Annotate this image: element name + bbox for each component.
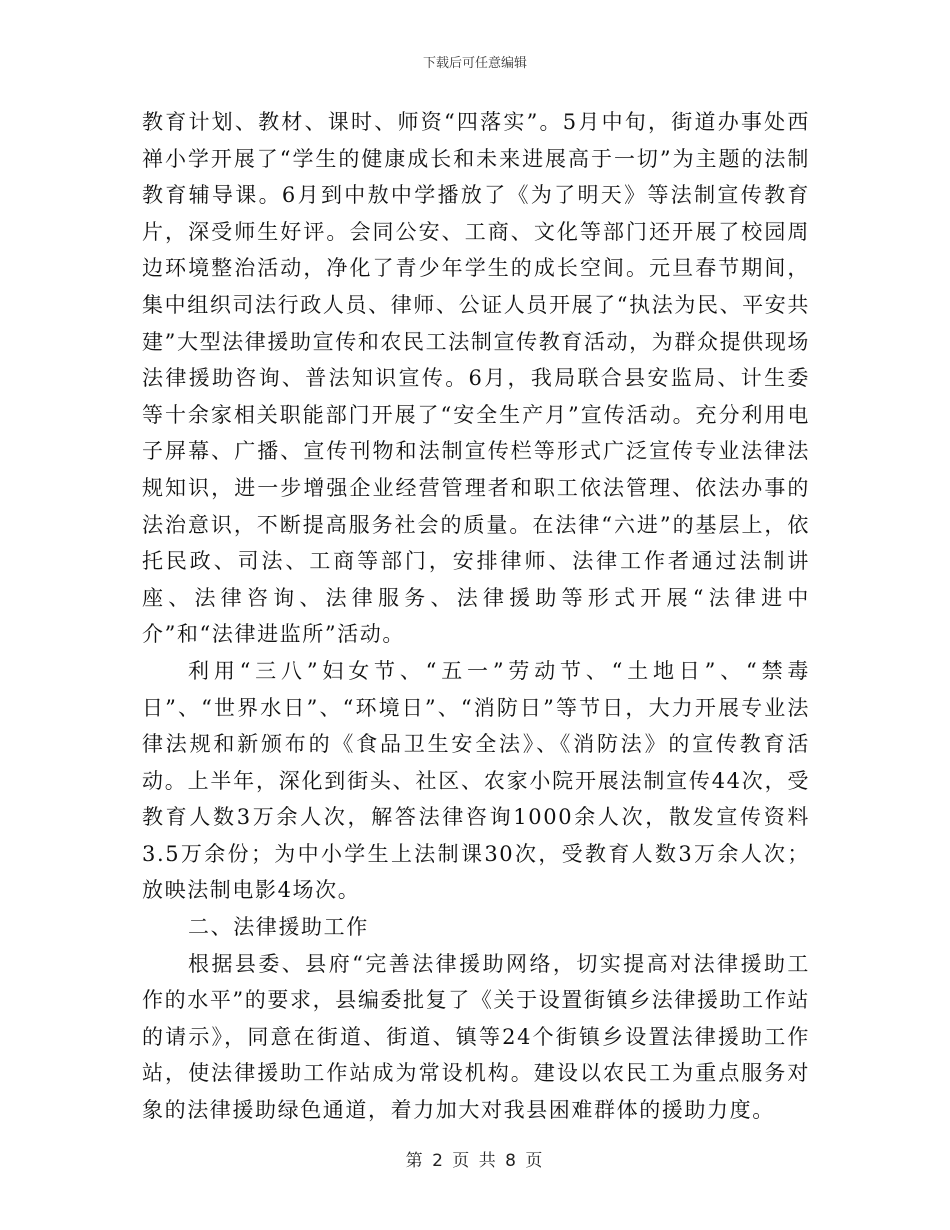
document-body	[142, 104, 810, 1129]
paragraph-1: 教育计划、教材、课时、师资“四落实”。5月中旬，街道办事处西禅小学开展了“学生的健康成长和未来进展高于一切”为主题的法制教育辅导课。6月到中敖中学播放了《为了明天》等法制宣传教育片，深受师生好评。会同公安、工商、文化等部门还开展了校园周边环境整治活动，净化了青少年学生的成长空间。元旦春节期间，集中组织司法行政人员、律师、公证人员开展了“执法为民、平安共建”大型法律援助宣传和农民工法制宣传教育活动，为群众提供现场法律援助咨询、普法知识宣传。6月，我局联合县安监局、计生委等十余家相关职能部门开展了“安全生产月”宣传活动。充分利用电子屏幕、广播、宣传刊物和法制宣传栏等形式广泛宣传专业法律法规知识，进一步增强企业经营管理者和职工依法管理、依法办事的法治意识，不断提高服务社会的质量。在法律“六进”的基层上，依托民政、司法、工商等部门，安排律师、法律工作者通过法制讲座、法律咨询、法律服务、法律援助等形式开展“法律进中介”和“法律进监所”活动。	[142, 110, 810, 647]
section-heading: 二、法律援助工作	[188, 915, 369, 940]
header-note: 下载后可任意编辑	[422, 56, 527, 71]
paragraph-2: 利用“三八”妇女节、“五一”劳动节、“土地日”、“禁毒日”、“世界水日”、“环境日”、“消防日”等节日，大力开展专业法律法规和新颁布的《食品卫生安全法》、《消防法》的宣传教育活动。上半年，深化到街头、社区、农家小院开展法制宣传44次，受教育人数3万余人次，解答法律咨询1000余人次，散发宣传资料3.5万余份；为中小学生上法制课30次，受教育人数3万余人次；放映法制电影4场次。	[142, 658, 810, 903]
paragraph-3: 根据县委、县府“完善法律援助网络，切实提高对法律援助工作的水平”的要求，县编委批复了《关于设置街镇乡法律援助工作站的请示》，同意在街道、街道、镇等24个街镇乡设置法律援助工作站，使法律援助工作站成为常设机构。建设以农民工为重点服务对象的法律援助绿色通道，着力加大对我县困难群体的援助力度。	[142, 951, 810, 1123]
page-number: 第 2 页 共 8 页	[405, 1151, 545, 1171]
